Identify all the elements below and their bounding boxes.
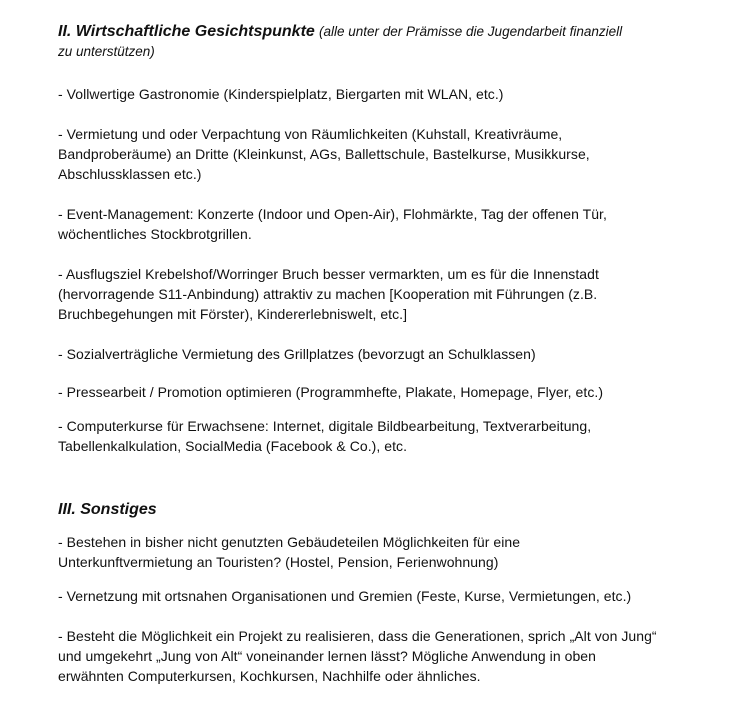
section-3-heading [58,500,698,520]
list-item: - Bestehen in bisher nicht genutzten Gebäudeteilen Möglichkeiten für eine Unterkunftvermietung an Touristen? (Hostel, Pension, Ferienwohnung) [58,534,521,570]
list-item: - Vermietung und oder Verpachtung von Räumlichkeiten (Kuhstall, Kreativräume, Bandproberäume) an Dritte (Kleinkunst, AGs, Ballettschule, Bastelkurse, Musikkurse, Abschlussklassen etc.) [58,126,590,182]
list-item: - Event-Management: Konzerte (Indoor und Open-Air), Flohmärkte, Tag der offenen Tür, wöchentliches Stockbrotgrillen. [58,206,607,242]
list-item: - Pressearbeit / Promotion optimieren (Programmhefte, Plakate, Homepage, Flyer, etc.) [58,384,604,400]
section-2-heading [58,22,698,62]
list-item: - Vernetzung mit ortsnahen Organisationen und Gremien (Feste, Kurse, Vermietungen, etc.) [58,588,632,604]
section-2-note: (alle unter der Prämisse die Jugendarbeit finanziell [318,24,623,39]
list-item: - Vollwertige Gastronomie (Kinderspielplatz, Biergarten mit WLAN, etc.) [58,86,504,102]
section-2-title: II. Wirtschaftliche Gesichtspunkte [58,23,315,40]
list-item: - Computerkurse für Erwachsene: Internet, digitale Bildbearbeitung, Textverarbeitung, Tabellenkalkulation, SocialMedia (Facebook & Co.), etc. [58,418,592,454]
document-page [58,22,698,686]
section-3-title: III. Sonstiges [58,501,157,518]
section-2-note-cont: zu unterstützen) [58,44,155,59]
list-item: - Sozialverträgliche Vermietung des Grillplatzes (bevorzugt an Schulklassen) [58,346,536,362]
list-item: - Ausflugsziel Krebelshof/Worringer Bruch besser vermarkten, um es für die Innenstadt (hervorragende S11-Anbindung) attraktiv zu machen [Kooperation mit Führungen (z.B. Bruchbegehungen mit Förster), Kindererlebniswelt, etc.] [58,266,599,322]
list-item: - Besteht die Möglichkeit ein Projekt zu realisieren, dass die Generationen, sprich „Alt von Jung“ und umgekehrt „Jung von Alt“ voneinander lernen lässt? Mögliche Anwendung in oben erwähnten Computerkursen, Kochkursen, Nachhilfe oder ähnliches. [58,628,657,684]
